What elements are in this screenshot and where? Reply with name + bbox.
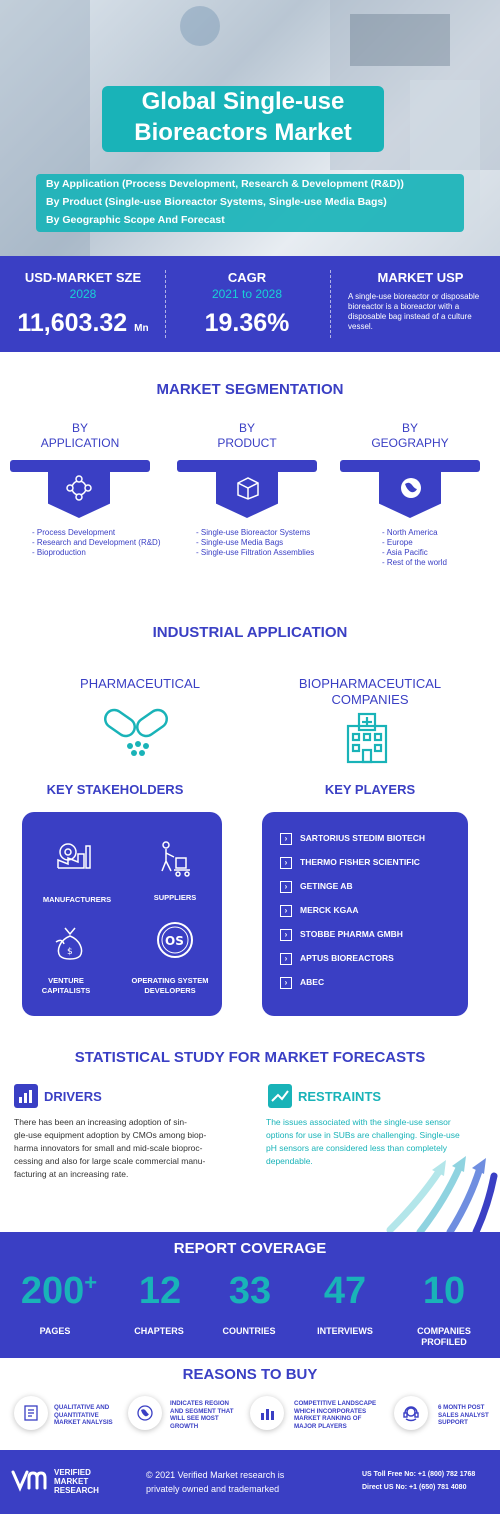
cagr-value: 19.36% bbox=[204, 309, 290, 337]
hero-banner bbox=[0, 0, 500, 256]
coverage-companies-label bbox=[398, 1326, 490, 1348]
segmentation-title: MARKET SEGMENTATION bbox=[156, 381, 344, 398]
stats-bar bbox=[0, 256, 500, 352]
seg-head-label: GEOGRAPHY bbox=[371, 436, 449, 450]
document-icon bbox=[23, 1404, 39, 1422]
drivers-line: There has been an increasing adoption of sin- bbox=[14, 1117, 187, 1127]
stakeholder-venture bbox=[26, 976, 106, 996]
bar-chart-icon bbox=[14, 1084, 38, 1108]
stakeholder-os-developers bbox=[120, 976, 220, 996]
subtitle-application: By Application (Process Development, Research & Development (R&D)) bbox=[46, 178, 404, 190]
market-size-label: USD-MARKET SZE bbox=[24, 270, 142, 285]
chevron-right-icon: › bbox=[280, 977, 292, 989]
stakeholders-title: KEY STAKEHOLDERS bbox=[46, 782, 184, 797]
copyright-line: © 2021 Verified Market research is bbox=[146, 1470, 285, 1480]
restraints-line: pH sensors are considered less than completely bbox=[266, 1143, 447, 1153]
reason-line: COMPETITIVE LANDSCAPE bbox=[294, 1400, 377, 1407]
report-coverage bbox=[0, 1232, 500, 1358]
companies-line-1: COMPANIES bbox=[417, 1326, 471, 1336]
reason-text bbox=[54, 1404, 124, 1427]
reason-line: SALES ANALYST bbox=[438, 1411, 489, 1419]
seg-list-product bbox=[196, 528, 346, 558]
chevron-right-icon: › bbox=[280, 881, 292, 893]
player-item bbox=[280, 950, 460, 966]
player-name: ABEC bbox=[300, 977, 325, 987]
footer bbox=[0, 1450, 500, 1514]
player-name: SARTORIUS STEDIM BIOTECH bbox=[300, 833, 425, 843]
reason-line: QUANTITATIVE bbox=[54, 1411, 99, 1419]
player-name: THERMO FISHER SCIENTIFIC bbox=[300, 857, 420, 867]
coverage-num: 200 bbox=[20, 1270, 85, 1312]
market-size-value: 11,603.32 bbox=[17, 309, 128, 337]
drivers-line: facturing at an increasing rate. bbox=[14, 1169, 129, 1179]
direct-number: Direct US No: +1 (650) 781 4080 bbox=[362, 1484, 467, 1491]
reason-line: INDICATES REGION bbox=[170, 1400, 230, 1407]
reason-line: MAJOR PLAYERS bbox=[294, 1422, 347, 1430]
market-size-year: 2028 bbox=[69, 287, 97, 301]
coverage-countries-number: 33 bbox=[228, 1270, 272, 1312]
seg-head-by: BY bbox=[238, 421, 255, 435]
seg-list-geography bbox=[382, 528, 492, 568]
svg-text:OS: OS bbox=[165, 934, 184, 948]
copyright bbox=[146, 1468, 284, 1496]
list-item: - North America bbox=[382, 528, 438, 537]
list-item: - Asia Pacific bbox=[382, 548, 428, 557]
seg-list-application bbox=[32, 528, 182, 558]
page-title bbox=[102, 86, 384, 148]
subtitle-geography: By Geographic Scope And Forecast bbox=[46, 214, 225, 226]
drivers-line: harma innovators for small and mid-scale bioproc- bbox=[14, 1143, 203, 1153]
venture-line-1: VENTURE bbox=[48, 976, 84, 985]
restraints-line: The issues associated with the single-use sensor bbox=[266, 1117, 451, 1127]
restraints-line: dependable. bbox=[266, 1156, 313, 1166]
coverage-companies-number: 10 bbox=[422, 1270, 466, 1312]
growth-arrows-icon bbox=[380, 1140, 500, 1232]
list-item: - Research and Development (R&D) bbox=[32, 538, 161, 547]
seg-head-by: BY bbox=[71, 421, 88, 435]
list-item: - Single-use Filtration Assemblies bbox=[196, 548, 315, 557]
reason-line: 6 MONTH POST bbox=[438, 1404, 485, 1411]
factory-icon bbox=[56, 840, 96, 870]
reason-line: QUALITATIVE AND bbox=[54, 1404, 110, 1411]
chevron-right-icon: › bbox=[280, 857, 292, 869]
player-item bbox=[280, 854, 460, 870]
player-item bbox=[280, 878, 460, 894]
toll-free-number: US Toll Free No: +1 (800) 782 1768 bbox=[362, 1471, 476, 1478]
coverage-countries-label: COUNTRIES bbox=[222, 1326, 276, 1336]
player-name: GETINGE AB bbox=[300, 881, 353, 891]
trend-icon bbox=[268, 1084, 292, 1108]
list-item: - Process Development bbox=[32, 528, 116, 537]
coverage-chapters-label: CHAPTERS bbox=[134, 1326, 184, 1336]
title-line-1: Global Single-use bbox=[141, 88, 345, 115]
contact-numbers bbox=[362, 1468, 475, 1494]
box-icon bbox=[235, 475, 261, 501]
seg-head-label: PRODUCT bbox=[217, 436, 277, 450]
reason-line: WHICH INCORPORATES bbox=[294, 1407, 367, 1415]
seg-head-product bbox=[187, 421, 307, 451]
network-icon bbox=[66, 475, 92, 501]
companies-line-2: PROFILED bbox=[421, 1337, 467, 1347]
reason-text bbox=[294, 1400, 384, 1430]
globe-icon bbox=[136, 1404, 154, 1422]
headset-icon bbox=[402, 1404, 420, 1422]
os-icon bbox=[155, 920, 195, 960]
player-name: STOBBE PHARMA GMBH bbox=[300, 929, 403, 939]
restraints-title: RESTRAINTS bbox=[298, 1089, 382, 1104]
svg-text:$: $ bbox=[67, 947, 73, 957]
vmr-logo-text bbox=[54, 1468, 99, 1495]
market-size-stat bbox=[8, 256, 158, 352]
os-line-1: OPERATING SYSTEM bbox=[131, 976, 209, 985]
industrial-pharmaceutical: PHARMACEUTICAL bbox=[80, 676, 200, 691]
cagr-stat bbox=[172, 256, 322, 352]
cagr-years: 2021 to 2028 bbox=[211, 287, 283, 301]
players-title: KEY PLAYERS bbox=[324, 782, 416, 797]
chevron-right-icon: › bbox=[280, 953, 292, 965]
globe-icon bbox=[398, 475, 424, 501]
reason-line: AND SEGMENT THAT bbox=[170, 1407, 234, 1415]
logo-line: RESEARCH bbox=[54, 1486, 99, 1495]
reason-line: GROWTH bbox=[170, 1422, 199, 1430]
hand-truck-icon bbox=[156, 840, 196, 880]
market-size-unit: Mn bbox=[134, 323, 149, 334]
logo-line: MARKET bbox=[54, 1477, 89, 1486]
chevron-right-icon: › bbox=[280, 929, 292, 941]
list-item: - Single-use Media Bags bbox=[196, 538, 284, 547]
cagr-label: CAGR bbox=[227, 270, 267, 285]
biopharma-line-1: BIOPHARMACEUTICAL bbox=[298, 676, 442, 691]
drivers-line: gle-use equipment adoption by CMOs among biop- bbox=[14, 1130, 207, 1140]
divider bbox=[330, 270, 331, 338]
reason-line: MARKET RANKING OF bbox=[294, 1415, 362, 1422]
seg-head-by: BY bbox=[401, 421, 418, 435]
biopharma-line-2: COMPANIES bbox=[331, 692, 409, 707]
usp-label: MARKET USP bbox=[377, 270, 464, 285]
chevron-right-icon: › bbox=[280, 833, 292, 845]
drivers-title: DRIVERS bbox=[44, 1089, 102, 1104]
coverage-pages-label: PAGES bbox=[39, 1326, 71, 1336]
coverage-pages-number bbox=[4, 1270, 114, 1313]
player-name: MERCK KGAA bbox=[300, 905, 359, 915]
list-item: - Single-use Bioreactor Systems bbox=[196, 528, 311, 537]
reason-text bbox=[438, 1404, 498, 1427]
industrial-title: INDUSTRIAL APPLICATION bbox=[152, 624, 348, 641]
stakeholder-suppliers: SUPPLIERS bbox=[153, 893, 197, 902]
subtitle-product: By Product (Single-use Bioreactor Systems, Single-use Media Bags) bbox=[46, 196, 387, 208]
seg-head-label: APPLICATION bbox=[40, 436, 120, 450]
reason-line: SUPPORT bbox=[438, 1419, 468, 1426]
stakeholder-manufacturers: MANUFACTURERS bbox=[42, 895, 112, 904]
seg-head-geography bbox=[350, 421, 470, 451]
chevron-right-icon: › bbox=[280, 905, 292, 917]
player-name: APTUS BIOREACTORS bbox=[300, 953, 394, 963]
logo-line: VERIFIED bbox=[54, 1468, 91, 1477]
list-item: - Europe bbox=[382, 538, 413, 547]
divider bbox=[165, 270, 166, 338]
seg-head-application bbox=[20, 421, 140, 451]
vmr-logo-icon bbox=[10, 1466, 48, 1494]
drivers-text bbox=[14, 1116, 244, 1181]
money-bag-icon bbox=[52, 924, 88, 962]
bar-chart-icon bbox=[259, 1405, 275, 1421]
industrial-biopharma bbox=[270, 676, 470, 708]
coverage-interviews-number: 47 bbox=[323, 1270, 367, 1312]
player-item bbox=[280, 974, 460, 990]
coverage-sup: + bbox=[84, 1270, 98, 1295]
statistical-title: STATISTICAL STUDY FOR MARKET FORECASTS bbox=[74, 1049, 426, 1066]
list-item: - Bioproduction bbox=[32, 548, 86, 557]
player-item bbox=[280, 926, 460, 942]
reasons-title: REASONS TO BUY bbox=[182, 1366, 318, 1383]
reason-text bbox=[170, 1400, 242, 1430]
coverage-title: REPORT COVERAGE bbox=[173, 1240, 327, 1257]
coverage-interviews-label: INTERVIEWS bbox=[317, 1326, 373, 1336]
drivers-line: cessing and also for large scale commercial manu- bbox=[14, 1156, 206, 1166]
title-line-2: Bioreactors Market bbox=[134, 119, 352, 146]
restraints-line: options for use in SUBs are challenging. Single-use bbox=[266, 1130, 460, 1140]
copyright-line: privately owned and trademarked bbox=[146, 1484, 280, 1494]
reason-line: MARKET ANALYSIS bbox=[54, 1419, 113, 1426]
player-item bbox=[280, 830, 460, 846]
coverage-chapters-number: 12 bbox=[138, 1270, 182, 1312]
market-usp bbox=[348, 256, 493, 352]
usp-text: A single-use bioreactor or disposable bioreactor is a bioreactor with a disposable bag instead of a culture vessel. bbox=[348, 292, 480, 331]
os-line-2: DEVELOPERS bbox=[144, 986, 196, 995]
pills-icon bbox=[102, 708, 170, 758]
venture-line-2: CAPITALISTS bbox=[41, 986, 91, 995]
list-item: - Rest of the world bbox=[382, 558, 447, 567]
player-item bbox=[280, 902, 460, 918]
hospital-icon bbox=[344, 712, 390, 764]
reason-line: WILL SEE MOST bbox=[170, 1415, 219, 1422]
